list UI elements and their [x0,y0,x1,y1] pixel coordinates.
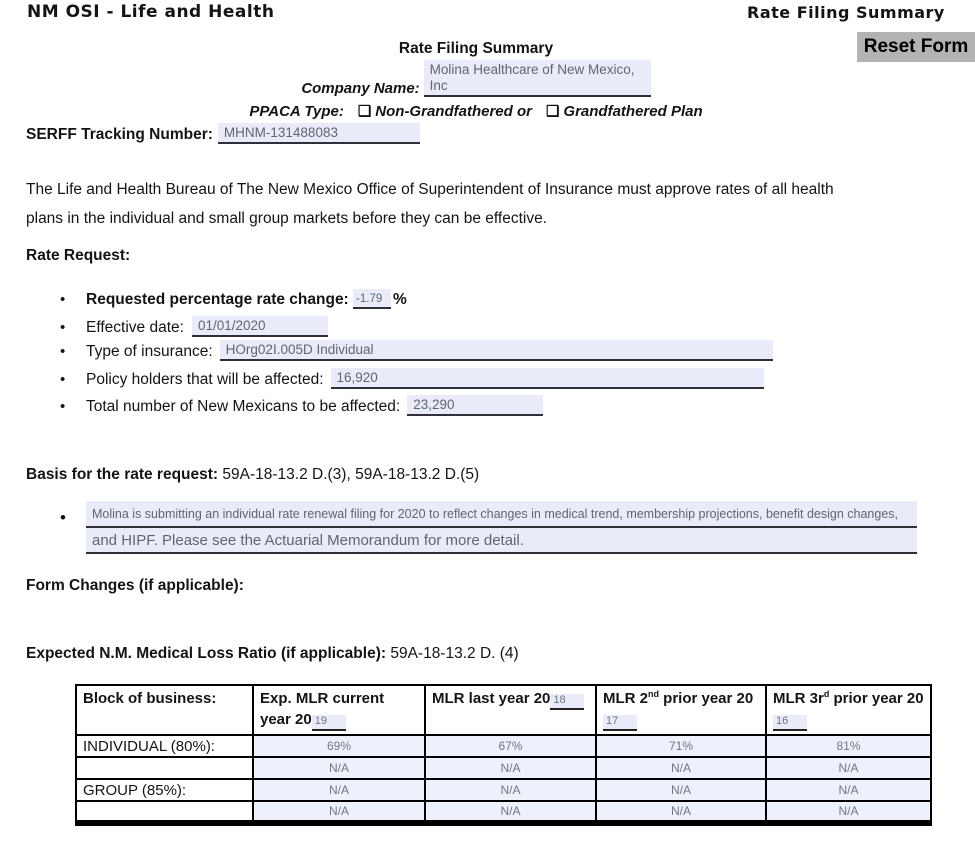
bullet-icon: • [60,371,66,388]
bullet-icon: • [60,343,66,360]
title-block [0,40,952,120]
row-label-group: GROUP (85%): [76,779,253,801]
policy-holders-label: Policy holders that will be affected: [86,371,324,388]
bullet-insurance-type [60,340,773,361]
mlr-cell[interactable]: 81% [766,735,931,757]
page-header-title: Rate Filing Summary [747,3,945,22]
mlr-cell[interactable]: N/A [425,757,596,779]
serff-tracking-row [26,123,420,144]
col-header-last-year: MLR last year 20 18 [425,685,596,735]
basis-text-area[interactable] [86,501,917,554]
basis-text-line1[interactable]: Molina is submitting an individual rate renewal filing for 2020 to reflect changes in medical trend, membership projections, benefit design changes, [86,501,917,528]
mlr-label: Expected N.M. Medical Loss Ratio (if applicable): [26,645,387,662]
serff-tracking-field[interactable]: MHNM-131488083 [218,123,420,144]
rate-change-field[interactable]: -1.79 [353,289,391,309]
mlr-cell[interactable]: N/A [253,757,425,779]
row-label-individual: INDIVIDUAL (80%): [76,735,253,757]
basis-text-line2[interactable]: and HIPF. Please see the Actuarial Memorandum for more detail. [86,528,917,554]
non-grandfathered-checkbox[interactable]: ❑ [357,103,372,120]
mlr-cell[interactable]: N/A [425,779,596,801]
mlr-cell[interactable]: N/A [766,801,931,823]
col-header-current-year: Exp. MLR current year 20 19 [253,685,425,735]
row-label-blank [76,801,253,823]
col-header-2nd-prior-year: MLR 2nd prior year 2017 [596,685,766,735]
table-row-blank-2 [76,801,931,823]
mlr-cell[interactable]: N/A [766,779,931,801]
basis-heading-row [26,466,479,484]
effective-date-label: Effective date: [86,319,184,336]
intro-paragraph: The Life and Health Bureau of The New Mexico Office of Superintendent of Insurance must approve rates of all health plans in the individual and small group markets before they can be effective. [26,181,834,227]
basis-statute-refs: 59A-18-13.2 D.(3), 59A-18-13.2 D.(5) [222,466,480,483]
bullet-policy-holders [60,368,764,389]
total-affected-label: Total number of New Mexicans to be affected: [86,398,401,415]
mlr-cell[interactable]: 71% [596,735,766,757]
col-header-block-of-business: Block of business: [76,685,253,735]
bullet-total-affected [60,395,543,416]
company-name-line [0,60,952,97]
serff-tracking-label: SERFF Tracking Number: [26,126,213,143]
total-affected-field[interactable]: 23,290 [407,395,543,416]
mlr-cell[interactable]: N/A [596,801,766,823]
mlr-table [75,684,932,826]
grandfathered-checkbox[interactable]: ❑ [545,103,560,120]
year-field-17[interactable]: 17 [603,715,637,731]
bullet-icon: • [60,398,66,415]
year-field-16[interactable]: 16 [773,715,807,731]
mlr-cell[interactable]: N/A [253,779,425,801]
year-field-18[interactable]: 18 [550,694,584,710]
agency-logo-text: NM OSI - Life and Health [27,2,275,22]
ppaca-type-label: PPACA Type: [249,103,344,120]
mlr-cell[interactable]: N/A [596,779,766,801]
rate-change-percent-sign: % [393,291,407,308]
grandfathered-label: Grandfathered Plan [563,103,703,120]
table-row-group [76,779,931,801]
year-field-19[interactable]: 19 [312,715,346,731]
company-name-label: Company Name: [301,80,420,97]
col-header-3rd-prior-year: MLR $3r^d$ prior year 2016 [766,685,931,735]
mlr-cell[interactable]: N/A [425,801,596,823]
ppaca-type-line [0,102,952,120]
mlr-cell[interactable]: N/A [766,757,931,779]
effective-date-field[interactable]: 01/01/2020 [192,316,328,337]
bullet-icon: • [60,291,66,308]
bullet-effective-date [60,316,328,337]
mlr-heading-row [26,645,519,663]
table-row-blank-1 [76,757,931,779]
company-name-field[interactable]: Molina Healthcare of New Mexico, Inc [424,60,651,97]
document-title: Rate Filing Summary [398,40,554,57]
mlr-cell[interactable]: N/A [596,757,766,779]
row-label-blank [76,757,253,779]
mlr-cell[interactable]: 69% [253,735,425,757]
form-changes-heading: Form Changes (if applicable): [26,577,244,594]
policy-holders-field[interactable]: 16,920 [331,368,764,389]
rate-request-heading: Rate Request: [26,247,131,264]
reset-form-button[interactable]: Reset Form [857,32,975,62]
table-header-row [76,685,931,735]
mlr-cell[interactable]: N/A [253,801,425,823]
insurance-type-field[interactable]: HOrg02I.005D Individual [220,340,773,361]
rate-change-label: Requested percentage rate change: [86,291,349,308]
table-row-individual [76,735,931,757]
non-grandfathered-label: Non-Grandfathered or [375,103,532,120]
bullet-icon: • [60,319,66,336]
bullet-rate-change [60,289,407,309]
bullet-icon: • [60,508,66,527]
mlr-statute-ref: 59A-18-13.2 D. (4) [390,645,519,662]
mlr-cell[interactable]: 67% [425,735,596,757]
insurance-type-label: Type of insurance: [86,343,213,360]
basis-label: Basis for the rate request: [26,466,219,483]
